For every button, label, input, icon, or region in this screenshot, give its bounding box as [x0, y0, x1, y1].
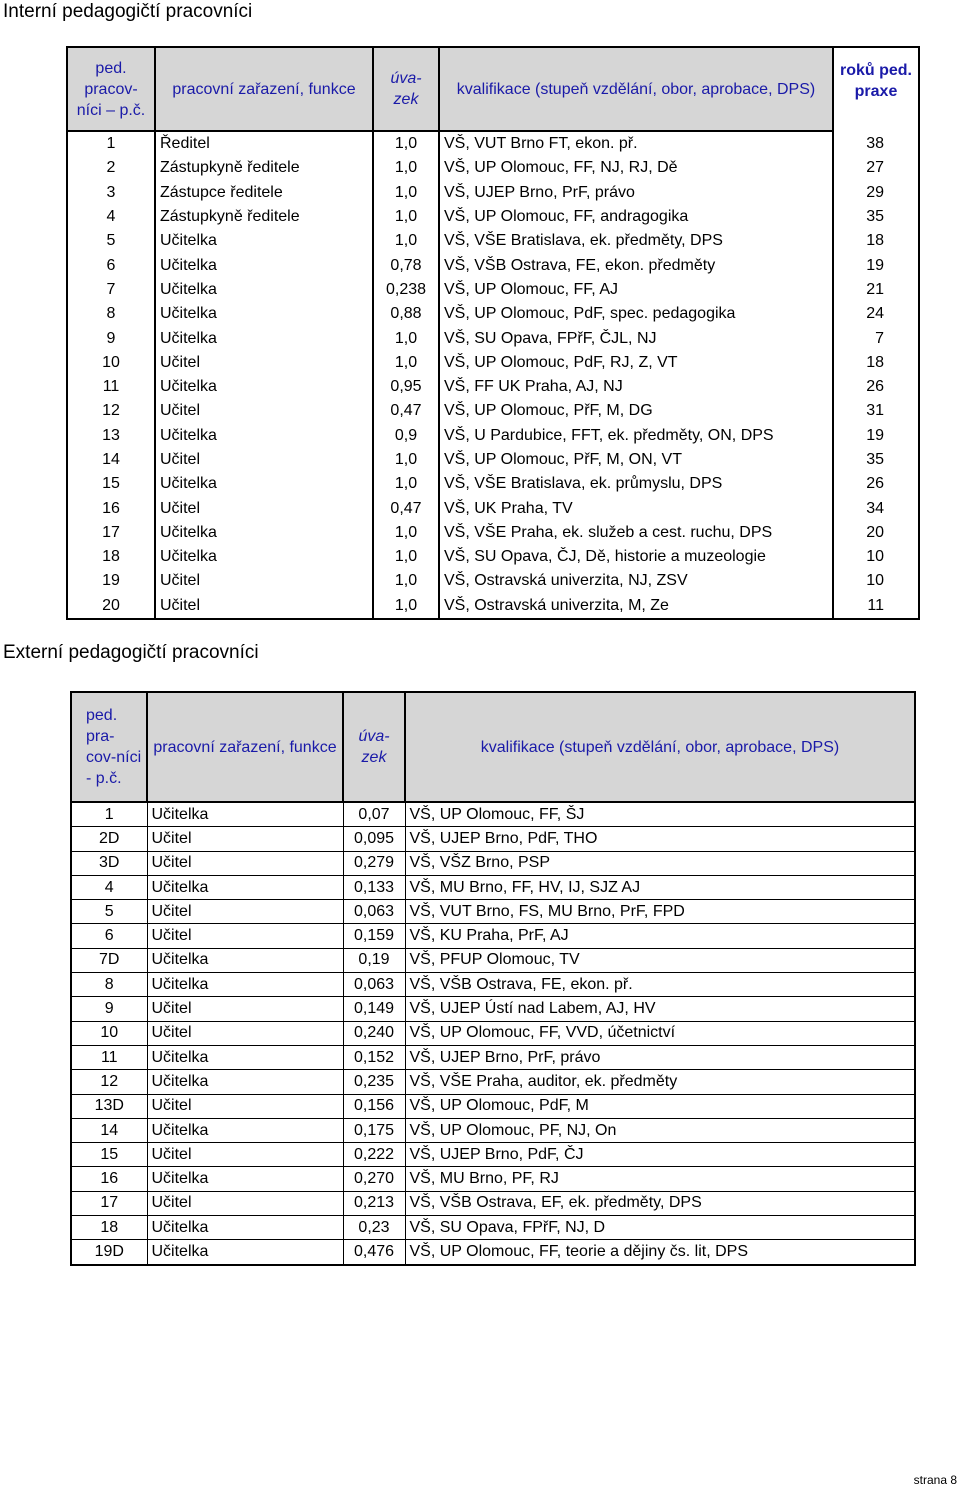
cell-qual: VŠ, VŠZ Brno, PSP [405, 851, 915, 875]
header-position: pracovní zařazení, funkce [147, 692, 343, 802]
cell-load: 0,240 [343, 1021, 405, 1045]
cell-work: Učitel [147, 924, 343, 948]
cell-load: 1,0 [373, 205, 439, 229]
cell-qual: VŠ, U Pardubice, FFT, ek. předměty, ON, DPS [439, 424, 833, 448]
cell-num: 11 [67, 375, 155, 399]
table-row [67, 278, 919, 302]
table-row [71, 973, 915, 997]
cell-num: 20 [67, 594, 155, 619]
cell-load: 0,152 [343, 1045, 405, 1069]
cell-num: 5 [67, 229, 155, 253]
cell-num: 10 [67, 351, 155, 375]
cell-num: 2 [67, 156, 155, 180]
table-row [71, 1240, 915, 1265]
cell-years: 35 [866, 451, 884, 468]
cell-work: Učitelka [155, 545, 373, 569]
cell-num: 8 [71, 973, 147, 997]
cell-qual: VŠ, Ostravská univerzita, M, Ze [439, 594, 833, 619]
cell-work: Učitel [147, 1191, 343, 1215]
cell-qual: VŠ, UJEP Ústí nad Labem, AJ, HV [405, 997, 915, 1021]
header-qualification: kvalifikace (stupeň vzdělání, obor, aprobace, DPS) [439, 47, 833, 131]
cell-load: 1,0 [373, 229, 439, 253]
cell-qual: VŠ, UP Olomouc, FF, VVD, účetnictví [405, 1021, 915, 1045]
cell-work: Ředitel [155, 131, 373, 156]
table-row [67, 399, 919, 423]
cell-load: 0,47 [373, 399, 439, 423]
cell-num: 7D [71, 948, 147, 972]
table-row [71, 802, 915, 827]
cell-years: 27 [866, 159, 884, 177]
table-header-row [67, 47, 919, 131]
table-row [71, 851, 915, 875]
cell-load: 0,238 [373, 278, 439, 302]
cell-num: 1 [67, 131, 155, 156]
cell-num: 12 [71, 1070, 147, 1094]
table-row [67, 375, 919, 399]
header-number: ped. pracov-níci – p.č. [67, 47, 155, 131]
cell-work: Učitelka [155, 375, 373, 399]
header-years-practice: roků ped. praxe [833, 47, 919, 131]
cell-num: 9 [67, 326, 155, 350]
cell-qual: VŠ, UP Olomouc, FF, ŠJ [405, 802, 915, 827]
cell-qual: VŠ, MU Brno, PF, RJ [405, 1167, 915, 1191]
cell-qual: VŠ, VUT Brno FT, ekon. př. [439, 131, 833, 156]
cell-years: 24 [866, 305, 884, 323]
cell-work: Učitelka [147, 802, 343, 827]
cell-years: 21 [866, 280, 884, 298]
cell-load: 0,95 [373, 375, 439, 399]
cell-load: 0,9 [373, 424, 439, 448]
cell-years: 10 [866, 548, 884, 566]
table-row [67, 156, 919, 180]
table-row [67, 521, 919, 545]
cell-qual: VŠ, UP Olomouc, PdF, RJ, Z, VT [439, 351, 833, 375]
table-row [71, 948, 915, 972]
cell-load: 0,19 [343, 948, 405, 972]
cell-num: 17 [71, 1191, 147, 1215]
cell-years: 31 [866, 402, 884, 420]
cell-num: 12 [67, 399, 155, 423]
cell-num: 18 [67, 545, 155, 569]
cell-work: Zástupkyně ředitele [155, 205, 373, 229]
cell-num: 13 [67, 424, 155, 448]
cell-qual: VŠ, UK Praha, TV [439, 496, 833, 520]
cell-work: Učitelka [147, 1167, 343, 1191]
cell-num: 2D [71, 827, 147, 851]
header-workload: úva-zek [373, 47, 439, 131]
cell-load: 0,88 [373, 302, 439, 326]
cell-num: 4 [71, 875, 147, 899]
cell-work: Učitelka [155, 521, 373, 545]
cell-load: 1,0 [373, 131, 439, 156]
table-row [71, 1143, 915, 1167]
table-row [71, 1216, 915, 1240]
cell-num: 18 [71, 1216, 147, 1240]
table-header-row [71, 692, 915, 802]
cell-load: 0,133 [343, 875, 405, 899]
cell-load: 0,235 [343, 1070, 405, 1094]
cell-qual: VŠ, VŠB Ostrava, FE, ekon. př. [405, 973, 915, 997]
cell-num: 5 [71, 900, 147, 924]
cell-qual: VŠ, UP Olomouc, FF, NJ, RJ, Dě [439, 156, 833, 180]
cell-work: Učitelka [147, 973, 343, 997]
cell-load: 0,270 [343, 1167, 405, 1191]
cell-qual: VŠ, VŠE Praha, ek. služeb a cest. ruchu, DPS [439, 521, 833, 545]
cell-work: Učitelka [147, 1118, 343, 1142]
cell-load: 0,23 [343, 1216, 405, 1240]
cell-work: Učitelka [155, 424, 373, 448]
header-workload: úva-zek [343, 692, 405, 802]
table-row [67, 229, 919, 253]
cell-years: 34 [866, 499, 884, 517]
cell-work: Učitelka [155, 253, 373, 277]
cell-load: 0,279 [343, 851, 405, 875]
cell-qual: VŠ, UP Olomouc, FF, teorie a dějiny čs. lit, DPS [405, 1240, 915, 1265]
cell-num: 15 [71, 1143, 147, 1167]
cell-work: Zástupkyně ředitele [155, 156, 373, 180]
cell-years: 11 [867, 596, 884, 614]
cell-load: 0,156 [343, 1094, 405, 1118]
cell-num: 3D [71, 851, 147, 875]
table-row [71, 875, 915, 899]
table-row [71, 900, 915, 924]
cell-num: 7 [67, 278, 155, 302]
cell-qual: VŠ, UP Olomouc, PřF, M, ON, VT [439, 448, 833, 472]
cell-qual: VŠ, UP Olomouc, PdF, spec. pedagogika [439, 302, 833, 326]
cell-load: 0,095 [343, 827, 405, 851]
cell-years: 35 [866, 208, 884, 226]
table-row [71, 827, 915, 851]
cell-work: Učitel [147, 1143, 343, 1167]
cell-num: 19 [67, 569, 155, 593]
cell-load: 0,149 [343, 997, 405, 1021]
cell-qual: VŠ, VUT Brno, FS, MU Brno, PrF, FPD [405, 900, 915, 924]
cell-qual: VŠ, VŠE Bratislava, ek. předměty, DPS [439, 229, 833, 253]
cell-years: 19 [866, 256, 884, 274]
cell-qual: VŠ, SU Opava, FPřF, ČJL, NJ [439, 326, 833, 350]
cell-work: Učitel [147, 851, 343, 875]
cell-work: Učitelka [147, 1216, 343, 1240]
cell-qual: VŠ, PFUP Olomouc, TV [405, 948, 915, 972]
cell-load: 1,0 [373, 181, 439, 205]
cell-qual: VŠ, UP Olomouc, PdF, M [405, 1094, 915, 1118]
table-row [67, 181, 919, 205]
external-section-title: Externí pedagogičtí pracovníci [3, 642, 259, 663]
cell-num: 10 [71, 1021, 147, 1045]
cell-load: 0,175 [343, 1118, 405, 1142]
page-number: strana 8 [913, 1473, 957, 1487]
header-position: pracovní zařazení, funkce [155, 47, 373, 131]
cell-work: Učitelka [147, 875, 343, 899]
cell-load: 1,0 [373, 569, 439, 593]
cell-load: 1,0 [373, 351, 439, 375]
cell-num: 16 [71, 1167, 147, 1191]
cell-load: 1,0 [373, 472, 439, 496]
cell-work: Učitel [147, 827, 343, 851]
cell-num: 6 [71, 924, 147, 948]
cell-num: 17 [67, 521, 155, 545]
cell-num: 11 [71, 1045, 147, 1069]
cell-load: 0,063 [343, 973, 405, 997]
table-row [67, 448, 919, 472]
cell-load: 1,0 [373, 156, 439, 180]
table-row [71, 997, 915, 1021]
cell-qual: VŠ, Ostravská univerzita, NJ, ZSV [439, 569, 833, 593]
table-row [67, 351, 919, 375]
cell-work: Učitelka [155, 278, 373, 302]
cell-load: 0,159 [343, 924, 405, 948]
cell-load: 0,78 [373, 253, 439, 277]
cell-work: Učitelka [147, 1045, 343, 1069]
cell-years: 29 [866, 183, 884, 201]
cell-qual: VŠ, UP Olomouc, PF, NJ, On [405, 1118, 915, 1142]
cell-load: 1,0 [373, 521, 439, 545]
cell-work: Učitel [155, 448, 373, 472]
cell-load: 0,222 [343, 1143, 405, 1167]
cell-num: 9 [71, 997, 147, 1021]
cell-num: 19D [71, 1240, 147, 1265]
cell-num: 16 [67, 496, 155, 520]
cell-years: 26 [866, 378, 884, 396]
cell-qual: VŠ, VŠE Bratislava, ek. průmyslu, DPS [439, 472, 833, 496]
cell-work: Učitel [155, 594, 373, 619]
cell-num: 8 [67, 302, 155, 326]
cell-load: 1,0 [373, 594, 439, 619]
cell-work: Učitel [147, 1021, 343, 1045]
table-row [67, 594, 919, 619]
cell-qual: VŠ, SU Opava, FPřF, NJ, D [405, 1216, 915, 1240]
table-row [67, 205, 919, 229]
table-row [67, 424, 919, 448]
cell-qual: VŠ, VŠB Ostrava, FE, ekon. předměty [439, 253, 833, 277]
cell-years: 38 [866, 134, 884, 152]
cell-qual: VŠ, SU Opava, ČJ, Dě, historie a muzeologie [439, 545, 833, 569]
cell-work: Učitel [155, 399, 373, 423]
cell-work: Učitel [147, 1094, 343, 1118]
cell-work: Učitelka [155, 229, 373, 253]
internal-staff-table [66, 46, 920, 620]
cell-load: 0,063 [343, 900, 405, 924]
cell-load: 0,07 [343, 802, 405, 827]
cell-qual: VŠ, MU Brno, FF, HV, IJ, SJZ AJ [405, 875, 915, 899]
cell-num: 15 [67, 472, 155, 496]
cell-qual: VŠ, VŠE Praha, auditor, ek. předměty [405, 1070, 915, 1094]
cell-qual: VŠ, FF UK Praha, AJ, NJ [439, 375, 833, 399]
cell-years: 18 [866, 232, 884, 250]
table-row [67, 545, 919, 569]
cell-work: Učitel [147, 900, 343, 924]
external-staff-table [70, 691, 916, 1266]
cell-years: 20 [866, 523, 884, 541]
table-row [67, 302, 919, 326]
table-row [67, 253, 919, 277]
cell-work: Učitel [155, 569, 373, 593]
table-row [71, 1021, 915, 1045]
cell-qual: VŠ, UP Olomouc, FF, andragogika [439, 205, 833, 229]
cell-num: 6 [67, 253, 155, 277]
cell-work: Učitelka [155, 472, 373, 496]
cell-num: 14 [71, 1118, 147, 1142]
cell-load: 0,213 [343, 1191, 405, 1215]
table-row [71, 1094, 915, 1118]
table-row [71, 1070, 915, 1094]
cell-work: Učitel [155, 351, 373, 375]
cell-work: Učitelka [147, 1240, 343, 1265]
table-row [71, 924, 915, 948]
cell-work: Učitelka [147, 948, 343, 972]
cell-load: 1,0 [373, 326, 439, 350]
table-row [71, 1118, 915, 1142]
cell-load: 1,0 [373, 545, 439, 569]
cell-num: 4 [67, 205, 155, 229]
cell-qual: VŠ, UJEP Brno, PrF, právo [405, 1045, 915, 1069]
table-row [71, 1045, 915, 1069]
table-row [67, 326, 919, 350]
table-row [67, 496, 919, 520]
table-row [67, 472, 919, 496]
cell-work: Učitelka [147, 1070, 343, 1094]
cell-years: 26 [866, 475, 884, 493]
cell-years: 19 [866, 426, 884, 444]
cell-qual: VŠ, UJEP Brno, PdF, ČJ [405, 1143, 915, 1167]
table-row [67, 569, 919, 593]
cell-work: Zástupce ředitele [155, 181, 373, 205]
cell-num: 1 [71, 802, 147, 827]
cell-num: 14 [67, 448, 155, 472]
cell-qual: VŠ, UJEP Brno, PrF, právo [439, 181, 833, 205]
cell-work: Učitel [147, 997, 343, 1021]
cell-load: 1,0 [373, 448, 439, 472]
cell-work: Učitelka [155, 302, 373, 326]
cell-work: Učitel [155, 496, 373, 520]
table-row [71, 1191, 915, 1215]
internal-section-title: Interní pedagogičtí pracovníci [3, 1, 253, 22]
cell-qual: VŠ, UP Olomouc, PřF, M, DG [439, 399, 833, 423]
header-number: ped. pra-cov-níci - p.č. [71, 692, 147, 802]
cell-qual: VŠ, KU Praha, PrF, AJ [405, 924, 915, 948]
table-row [71, 1167, 915, 1191]
cell-num: 13D [71, 1094, 147, 1118]
cell-qual: VŠ, UJEP Brno, PdF, THO [405, 827, 915, 851]
cell-years: 10 [866, 572, 884, 590]
cell-years: 18 [866, 353, 884, 371]
cell-num: 3 [67, 181, 155, 205]
cell-qual: VŠ, UP Olomouc, FF, AJ [439, 278, 833, 302]
cell-years: 7 [875, 329, 884, 347]
header-qualification: kvalifikace (stupeň vzdělání, obor, aprobace, DPS) [405, 692, 915, 802]
cell-load: 0,476 [343, 1240, 405, 1265]
cell-qual: VŠ, VŠB Ostrava, EF, ek. předměty, DPS [405, 1191, 915, 1215]
cell-load: 0,47 [373, 496, 439, 520]
table-row [67, 131, 919, 156]
cell-work: Učitelka [155, 326, 373, 350]
